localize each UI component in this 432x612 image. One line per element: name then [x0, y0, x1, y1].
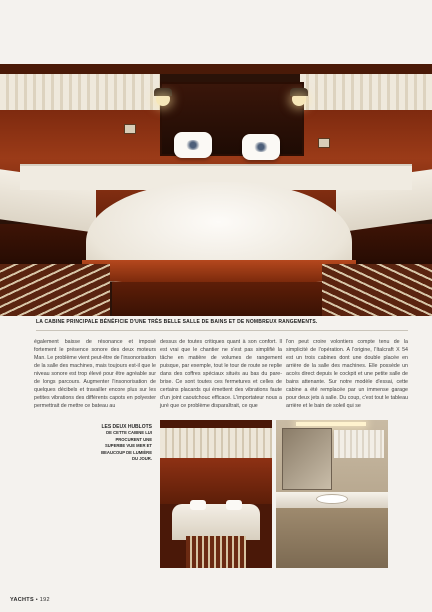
bathroom-mirror	[282, 428, 332, 490]
sidebar-caption	[96, 424, 152, 462]
cabin-bed	[172, 504, 260, 540]
light-switch-left	[124, 124, 136, 134]
ceiling-pelmet	[0, 64, 432, 74]
sidebar-caption-lead: LES DEUX HUBLOTS	[101, 424, 152, 430]
vanity-cabinet	[276, 508, 388, 568]
footer-brand: YACHTS	[10, 597, 34, 603]
right-lamp-shade	[290, 88, 308, 96]
hublot-curtain	[160, 428, 272, 458]
wash-basin	[316, 494, 348, 504]
pillow-emblem	[253, 142, 269, 152]
left-lamp-shade	[154, 88, 172, 96]
pillow-emblem	[185, 140, 201, 150]
ceiling-light	[296, 422, 366, 426]
sidebar-caption-text: DE CETTE CABINE LUI PROCURENT UNE SUPERBE VUE MER ET BEAUCOUP DE LUMIÈRE DU JOUR.	[101, 430, 152, 462]
pillow	[190, 500, 206, 510]
cabin-hublots-photo	[160, 420, 272, 568]
bed-base	[112, 282, 326, 316]
bathroom-window	[334, 430, 384, 458]
column-2-text: dessus de toutes critiques quant à son confort. Il est vrai que le chantier ne s'est pas simplifié la tâche en matière de volumes de rangement puisque, par exemple, tout le tour de route se replie dans des coffres spéciaux situés au bas du pare-brise. Ce sont toutes ces fermetures et celles de certains placards qui émettent des vibrations faute d'un joint caoutchouc efficace. L'importateur nous a juré que ce problème disparaîtrait, ce que	[160, 339, 282, 410]
teak-floor	[186, 536, 246, 568]
main-cabin-photo	[0, 64, 432, 316]
wood-panel	[160, 458, 272, 504]
article-column-2	[160, 338, 282, 410]
photo-caption: LA CABINE PRINCIPALE BÉNÉFICIE D'UNE TRÈS BELLE SALLE DE BAINS ET DE NOMBREUX RANGEMENTS.	[36, 319, 318, 325]
page-number: • 192	[35, 597, 50, 603]
pillow-right	[242, 134, 280, 160]
article-column-3	[286, 338, 408, 410]
column-1-text: également baisse de résonance et imposé fortement le présence sonore des deux moteurs Man. Le problème vient peut-être de l'insonorisation de la salle des machines, mais toujours est-il que le niveau sonore est trop élevé pour être agréable sur de longs parcours. Augmenter l'insonorisation de quelques décibels et travailler encore plus sur les petites vibrations des différents capots en polyester permettrait de mettre ce bateau au	[34, 339, 156, 410]
pillow-left	[174, 132, 212, 158]
bed-wood-rim	[82, 260, 356, 282]
page-footer	[10, 597, 50, 603]
article-column-1	[34, 338, 156, 410]
bathroom-photo	[276, 420, 388, 568]
column-3-text: l'on peut croire volontiers compte tenu de la simplicité de l'opération. A l'origine, l'Italcraft X 54 est un trois cabines dont une double placée en arrière de la salle des machines. Elle possède un accès direct depuis le cockpit et une petite salle de bains attenante. Sur notre modèle d'essai, cette cabine a été remplacée par un immense garage pour deux jets à salle. Du coup, c'est tout le tableau arrière et le bain de soleil qui se	[286, 339, 408, 410]
caption-divider	[36, 330, 408, 331]
pillow	[226, 500, 242, 510]
floor-teak-left	[0, 264, 110, 316]
light-switch-right	[318, 138, 330, 148]
floor-teak-right	[322, 264, 432, 316]
